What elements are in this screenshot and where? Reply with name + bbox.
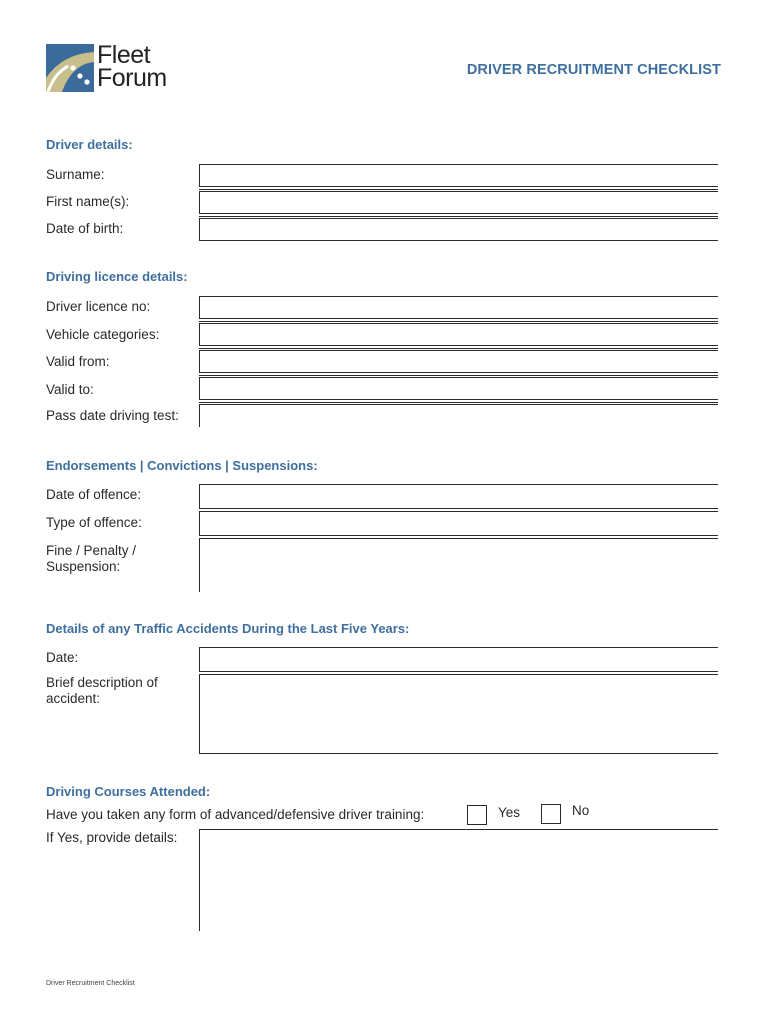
label-accident-date: Date:	[46, 650, 79, 665]
course-details-field[interactable]	[199, 829, 718, 931]
label-type-of-offence: Type of offence:	[46, 515, 142, 530]
section-accidents: Details of any Traffic Accidents During the Last Five Years:	[46, 621, 410, 636]
section-endorsements: Endorsements | Convictions | Suspensions:	[46, 458, 318, 473]
accident-date-field[interactable]	[199, 647, 718, 672]
yes-label: Yes	[498, 805, 521, 820]
logo-wordmark	[97, 41, 167, 92]
label-accident-line-2: accident:	[46, 691, 101, 706]
section-driving-courses: Driving Courses Attended:	[46, 784, 211, 799]
label-fine-penalty	[46, 543, 136, 575]
no-checkbox[interactable]	[541, 804, 561, 824]
label-accident-line-1: Brief description of	[46, 675, 158, 690]
surname-field[interactable]	[199, 164, 718, 187]
type-of-offence-field[interactable]	[199, 511, 718, 536]
section-driver-details: Driver details:	[46, 137, 133, 152]
licence-no-field[interactable]	[199, 296, 718, 319]
label-licence-no: Driver licence no:	[46, 299, 151, 314]
document-title: DRIVER RECRUITMENT CHECKLIST	[466, 62, 721, 78]
label-fine-line-1: Fine / Penalty /	[46, 543, 137, 558]
section-licence-details: Driving licence details:	[46, 269, 188, 284]
date-of-offence-field[interactable]	[199, 484, 718, 509]
label-date-of-offence: Date of offence:	[46, 487, 142, 502]
label-vehicle-categories: Vehicle categories:	[46, 327, 160, 342]
label-first-names: First name(s):	[46, 194, 130, 209]
valid-from-field[interactable]	[199, 350, 718, 373]
no-label: No	[572, 803, 590, 818]
valid-to-field[interactable]	[199, 377, 718, 400]
footer-text: Driver Recruitment Checklist	[46, 980, 135, 987]
pass-date-field[interactable]	[199, 404, 718, 427]
yes-checkbox[interactable]	[467, 805, 487, 825]
logo-line-2: Forum	[97, 64, 167, 92]
first-names-field[interactable]	[199, 191, 718, 214]
logo-line-1: Fleet	[97, 41, 151, 69]
training-question: Have you taken any form of advanced/defensive driver training:	[46, 807, 425, 822]
label-pass-date: Pass date driving test:	[46, 408, 179, 423]
label-surname: Surname:	[46, 167, 105, 182]
date-of-birth-field[interactable]	[199, 218, 718, 241]
label-fine-line-2: Suspension:	[46, 559, 121, 574]
accident-description-field[interactable]	[199, 674, 718, 754]
label-accident-description	[46, 675, 158, 707]
label-valid-to: Valid to:	[46, 382, 94, 397]
fine-penalty-field[interactable]	[199, 538, 718, 592]
label-valid-from: Valid from:	[46, 354, 110, 369]
label-date-of-birth: Date of birth:	[46, 221, 124, 236]
label-course-details: If Yes, provide details:	[46, 830, 178, 845]
vehicle-categories-field[interactable]	[199, 323, 718, 346]
